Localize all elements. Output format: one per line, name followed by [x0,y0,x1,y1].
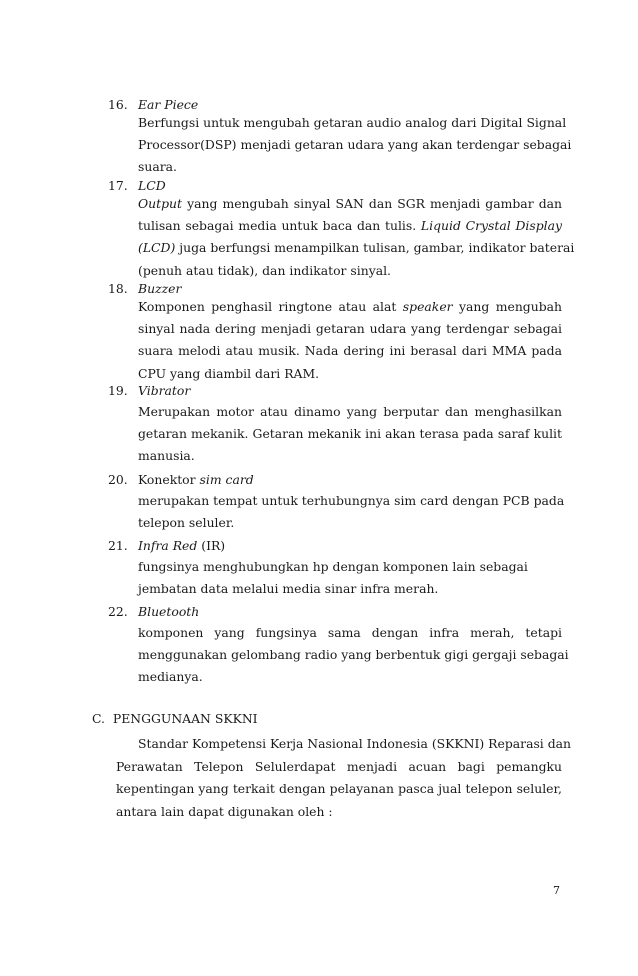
text-line: Berfungsi untuk mengubah getaran audio analog dari Digital Signal [138,115,567,130]
item-number: 22. [108,604,128,619]
text-line: Processor(DSP) menjadi getaran udara yang akan terdengar sebagai [138,137,572,153]
item-description [138,622,569,689]
text-line: Merupakan motor atau dinamo yang berputar dan menghasilkan [138,404,562,419]
text-line: Komponen penghasil ringtone atau alat speaker yang mengubah [138,299,563,314]
text-line: manusia. [138,448,195,464]
text-line: Output yang mengubah sinyal SAN dan SGR menjadi gambar dan [138,196,562,211]
item-heading: Vibrator [138,383,191,398]
item-description [138,296,562,385]
item-number: 21. [108,538,128,553]
text-line: telepon seluler. [138,515,235,531]
item-description [138,556,562,600]
item-heading: Infra Red (IR) [138,538,226,553]
text-line: kepentingan yang terkait dengan pelayanan pasca jual telepon seluler, [116,781,562,797]
text-line: tulisan sebagai media untuk baca dan tulis. Liquid Crystal Display [138,218,562,234]
text-line: Standar Kompetensi Kerja Nasional Indonesia (SKKNI) Reparasi dan [138,736,572,751]
item-number: 19. [108,383,128,398]
section-heading: C. PENGGUNAAN SKKNI [92,711,258,726]
text-line: (LCD) juga berfungsi menampilkan tulisan, gambar, indikator baterai [138,240,575,256]
item-heading: Konektor sim card [138,472,254,487]
item-description [138,112,572,179]
item-heading: Bluetooth [138,604,200,619]
item-number: 16. [108,97,128,112]
text-line: Perawatan Telepon Selulerdapat menjadi acuan bagi pemangku [116,758,562,774]
item-number: 20. [108,472,128,487]
text-line: medianya. [138,669,203,685]
item-description [138,401,562,468]
text-line: antara lain dapat digunakan oleh : [116,803,333,819]
text-line: getaran mekanik. Getaran mekanik ini akan terasa pada saraf kulit [138,426,562,442]
item-heading: Ear Piece [138,97,199,112]
item-heading: Buzzer [138,281,182,296]
text-line: (penuh atau tidak), dan indikator sinyal. [138,262,391,278]
text-line: sinyal nada dering menjadi getaran udara yang terdengar sebagai [138,321,562,337]
text-line: menggunakan gelombang radio yang berbentuk gigi gergaji sebagai [138,647,569,663]
text-line: suara. [138,159,177,175]
item-heading: LCD [138,178,166,193]
text-line: fungsinya menghubungkan hp dengan komponen lain sebagai [138,559,528,574]
text-line: suara melodi atau musik. Nada dering ini berasal dari MMA pada [138,343,562,359]
item-number: 18. [108,281,128,296]
text-line: merupakan tempat untuk terhubungnya sim card dengan PCB pada [138,493,565,508]
page-number: 7 [553,884,560,897]
text-line: komponen yang fungsinya sama dengan infra merah, tetapi [138,625,562,640]
text-line: CPU yang diambil dari RAM. [138,365,320,381]
item-description [138,193,575,282]
item-number: 17. [108,178,128,193]
section-paragraph [116,733,572,823]
item-description [138,490,565,534]
text-line: jembatan data melalui media sinar infra merah. [138,581,439,597]
